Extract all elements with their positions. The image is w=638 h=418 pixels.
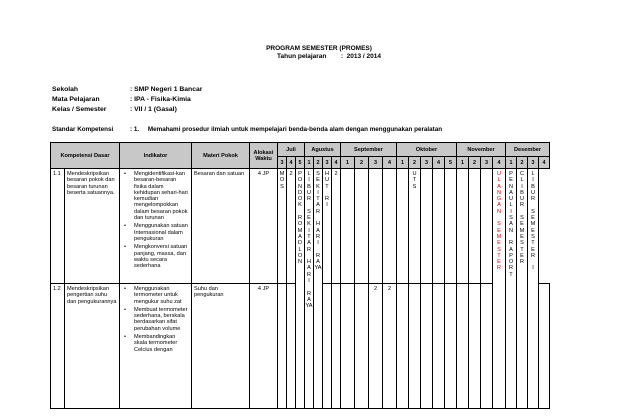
- row-indikator: [120, 284, 192, 409]
- row-indikator: [120, 169, 192, 284]
- row-alokasi: 4 JP: [250, 169, 278, 284]
- mark-jul4: 2: [287, 169, 296, 284]
- mark-libur-sekitar-hari-raya: L I B U R S E K I T A R H A R I R A YA: [305, 169, 314, 409]
- month-september: September: [341, 143, 397, 157]
- row-no: 1.1: [51, 169, 65, 284]
- empty-cell: [323, 284, 332, 409]
- week-cell: 2: [469, 157, 481, 169]
- indikator-item: • Membuat termometer sederhana, berskala berdasarkan sifat perubahan volume: [134, 307, 189, 332]
- month-november: November: [457, 143, 506, 157]
- empty-cell: [287, 284, 296, 409]
- week-cell: 2: [517, 157, 528, 169]
- mark-mos: M O S: [278, 169, 287, 284]
- empty-cell: [341, 284, 355, 409]
- row-no: 1.2: [51, 284, 65, 409]
- indikator-item: • Menggunakan satuan Internasional dalam pengukuran: [134, 223, 189, 242]
- empty-cell: [433, 169, 445, 284]
- mark-ags3: 2: [332, 169, 341, 284]
- info-key: Kelas / Semester: [52, 106, 107, 113]
- info-value: : 1. Memahami prosedur ilmiah untuk mempelajari benda-benda alam dengan menggunakan peralatan: [130, 126, 443, 133]
- empty-cell: [481, 284, 493, 409]
- week-cell: 5: [296, 157, 305, 169]
- mark-uts: U T S: [409, 169, 421, 284]
- empty-cell: [278, 284, 287, 409]
- empty-cell: [457, 284, 469, 409]
- empty-cell: [421, 169, 433, 284]
- header-alokasi: Alokasi Waktu: [250, 143, 278, 169]
- week-cell: 3: [481, 157, 493, 169]
- row-kd: Mendeskripsikan pengertian suhu dan pengukurannya: [65, 284, 120, 409]
- empty-cell: [469, 169, 481, 284]
- week-cell: 3: [278, 157, 287, 169]
- week-cell: 3: [421, 157, 433, 169]
- info-key: Standar Kompetensi: [52, 126, 114, 133]
- document-title-block: [0, 45, 638, 61]
- mark-libur-semester: L I B U R S E M E S T E R I: [528, 169, 539, 409]
- empty-cell: [332, 284, 341, 409]
- info-value: : IPA - Fisika-Kimia: [130, 96, 191, 103]
- empty-cell: [445, 284, 457, 409]
- week-cell: 1: [457, 157, 469, 169]
- empty-cell: [355, 284, 369, 409]
- week-cell: 4: [332, 157, 341, 169]
- week-cell: 4: [287, 157, 296, 169]
- table-row: [51, 169, 550, 284]
- row-kd: Mendeskripsikan besaran pokok dan besaran turunan beserta satuannya.: [65, 169, 120, 284]
- indikator-item: • Mengkonversi satuan panjang, massa, dan waktu secara sederhana: [134, 244, 189, 269]
- mark-sep3: 2: [383, 284, 397, 409]
- mark-sep2: 2: [369, 284, 383, 409]
- empty-cell: [397, 284, 409, 409]
- mark-hut-ri: H U T R I: [323, 169, 332, 284]
- week-cell: 1: [305, 157, 314, 169]
- empty-cell: [369, 169, 383, 284]
- indikator-item: • Membandingkan skala termometer Celcius dengan: [134, 334, 189, 353]
- week-cell: 4: [539, 157, 550, 169]
- month-juli: Juli: [278, 143, 305, 157]
- empty-cell: [355, 169, 369, 284]
- week-cell: 5: [445, 157, 457, 169]
- week-cell: 3: [528, 157, 539, 169]
- week-cell: 2: [355, 157, 369, 169]
- week-cell: 1: [397, 157, 409, 169]
- empty-cell: [539, 284, 550, 409]
- week-cell: 4: [383, 157, 397, 169]
- empty-cell: [445, 169, 457, 284]
- empty-cell: [383, 169, 397, 284]
- empty-cell: [421, 284, 433, 409]
- mark-pondok-romadlon: P O N D O K R O M A D L O N: [296, 169, 305, 409]
- info-key: Mata Pelajaran: [52, 96, 100, 103]
- mark-libur-semester-c: C L I B U R S E M E S T E R: [517, 169, 528, 409]
- month-desember: Desember: [506, 143, 550, 157]
- empty-cell: [457, 169, 469, 284]
- empty-cell: [397, 169, 409, 284]
- header-indikator: Indikator: [120, 143, 192, 169]
- mark-sekitar-hari-raya: S E K I T A R H A R I R A YA: [314, 169, 323, 409]
- page-subtitle: Tahun pelajaran : 2013 / 2014: [277, 53, 381, 60]
- week-cell: 4: [493, 157, 506, 169]
- empty-cell: [433, 284, 445, 409]
- row-materi: Suhu dan pengukuran: [192, 284, 250, 409]
- info-key: Sekolah: [52, 86, 79, 93]
- empty-cell: [481, 169, 493, 284]
- week-cell: 2: [314, 157, 323, 169]
- header-materi: Materi Pokok: [192, 143, 250, 169]
- promes-table: [50, 142, 550, 409]
- row-alokasi: 4 JP: [250, 284, 278, 409]
- week-cell: 1: [341, 157, 355, 169]
- info-value: : VII / 1 (Gasal): [130, 106, 177, 113]
- month-oktober: Oktober: [397, 143, 457, 157]
- empty-cell: [341, 169, 355, 284]
- empty-cell: [469, 284, 481, 409]
- mark-ulangan-semester: U L A N G A N S E M E S T E R: [493, 169, 506, 409]
- week-cell: 3: [323, 157, 332, 169]
- page-title: PROGRAM SEMESTER (PROMES): [266, 45, 372, 52]
- indikator-item: • Mengidentifikasi-kan besaran-besaran fisika dalam kehidupan sehari-hari kemudian mengelompokkan dalam besaran pokok dan turunan: [134, 171, 189, 221]
- header-kd: Kompetensi Dasar: [51, 143, 120, 169]
- month-agustus: Agustus: [305, 143, 341, 157]
- indikator-item: • Menggunakan termometer untuk mengukur suhu zat: [134, 286, 189, 305]
- row-materi: Besaran dan satuan: [192, 169, 250, 284]
- mark-penulisan-raport: P E N A U L I S A N R A P O R T: [506, 169, 517, 409]
- info-value: : SMP Negeri 1 Bancar: [130, 86, 203, 93]
- week-cell: 4: [433, 157, 445, 169]
- week-cell: 3: [369, 157, 383, 169]
- week-cell: 1: [506, 157, 517, 169]
- week-cell: 2: [409, 157, 421, 169]
- empty-cell: [409, 284, 421, 409]
